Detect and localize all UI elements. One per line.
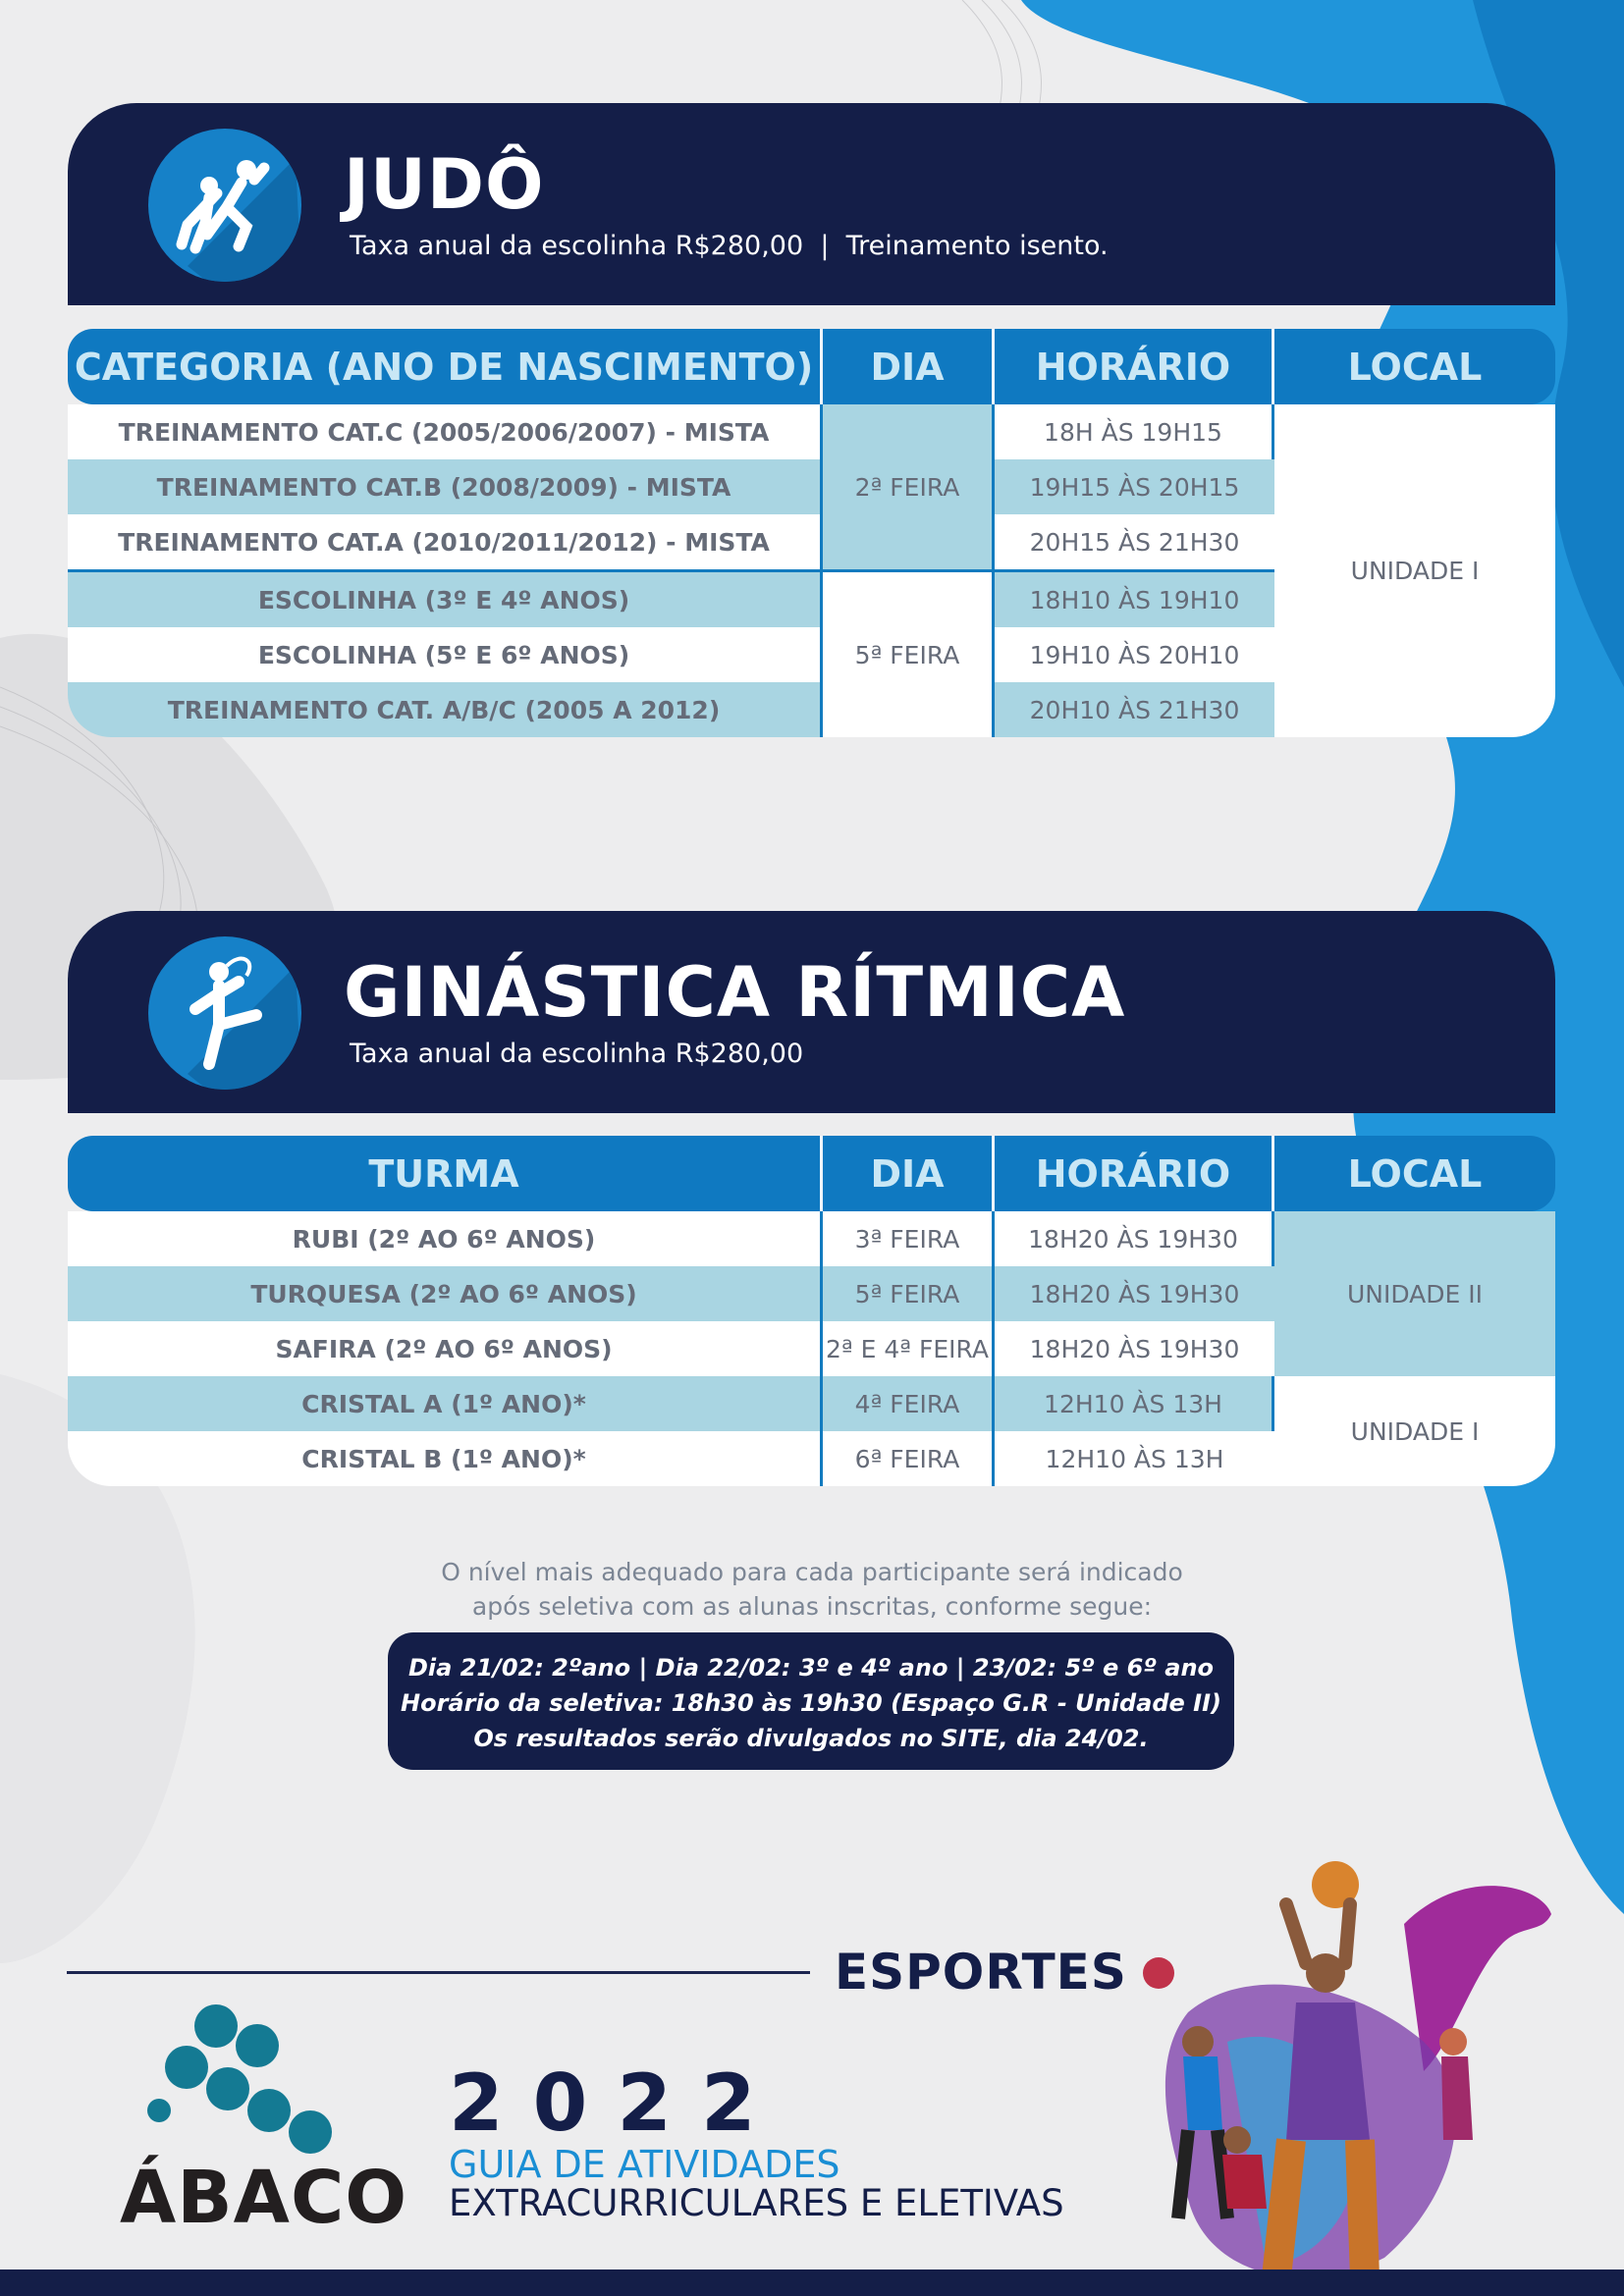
bottom-bar: [0, 2269, 1624, 2296]
time-cell: 19H10 ÀS 20H10: [995, 627, 1274, 682]
column-header: LOCAL: [1274, 1136, 1555, 1211]
abaco-logo-mark: [147, 2002, 353, 2160]
athletes-illustration: [1129, 1845, 1571, 2296]
column-header: TURMA: [68, 1136, 823, 1211]
time-cell: 18H20 ÀS 19H30: [995, 1211, 1274, 1266]
section-label: ESPORTES: [835, 1944, 1127, 2001]
table-row: [68, 1376, 1555, 1431]
column-header: DIA: [823, 329, 995, 404]
day-cell: 5ª FEIRA: [823, 569, 995, 737]
class-cell: SAFIRA (2º AO 6º ANOS): [68, 1321, 823, 1376]
time-cell: 19H15 ÀS 20H15: [995, 459, 1274, 514]
logo-wordmark: ÁBACO: [120, 2156, 408, 2240]
gymnastics-schedule-table: [68, 1136, 1555, 1486]
judo-icon: [148, 129, 301, 282]
time-cell: 20H10 ÀS 21H30: [995, 682, 1274, 737]
day-cell: 6ª FEIRA: [823, 1431, 995, 1486]
time-cell: 12H10 ÀS 13H: [995, 1431, 1274, 1486]
time-cell: 18H20 ÀS 19H30: [995, 1266, 1274, 1321]
year-label: 2022: [449, 2057, 785, 2149]
category-cell: TREINAMENTO CAT.C (2005/2006/2007) - MISTA: [68, 404, 823, 459]
day-cell: 3ª FEIRA: [823, 1211, 995, 1266]
table-header-row: [68, 1136, 1555, 1211]
day-cell: 2ª FEIRA: [823, 404, 995, 569]
footer-divider: [67, 1971, 810, 1974]
gymnastics-header: [68, 911, 1555, 1113]
time-cell: 12H10 ÀS 13H: [995, 1376, 1274, 1431]
time-cell: 18H ÀS 19H15: [995, 404, 1274, 459]
table-header-row: [68, 329, 1555, 404]
table-row: [68, 404, 1555, 459]
location-cell: UNIDADE I: [1274, 404, 1555, 737]
judo-header: [68, 103, 1555, 305]
time-cell: 18H10 ÀS 19H10: [995, 569, 1274, 627]
box-line: Dia 21/02: 2ºano | Dia 22/02: 3º e 4º ano | 23/02: 5º e 6º ano: [407, 1654, 1215, 1682]
category-cell: ESCOLINHA (5º E 6º ANOS): [68, 627, 823, 682]
gymnastics-subtitle: Taxa anual da escolinha R$280,00: [350, 1039, 804, 1069]
box-line: Horário da seletiva: 18h30 às 19h30 (Espaço G.R - Unidade II): [401, 1689, 1221, 1717]
selection-note: [265, 1555, 1359, 1624]
selection-info-box: [388, 1632, 1234, 1770]
category-cell: ESCOLINHA (3º E 4º ANOS): [68, 569, 823, 627]
judo-title: JUDÔ: [344, 144, 545, 225]
location-cell: UNIDADE II: [1274, 1211, 1555, 1376]
note-line: O nível mais adequado para cada participante será indicado: [441, 1558, 1183, 1586]
column-header: HORÁRIO: [995, 329, 1274, 404]
class-cell: RUBI (2º AO 6º ANOS): [68, 1211, 823, 1266]
day-cell: 5ª FEIRA: [823, 1266, 995, 1321]
column-header: DIA: [823, 1136, 995, 1211]
column-header: HORÁRIO: [995, 1136, 1274, 1211]
category-cell: TREINAMENTO CAT.B (2008/2009) - MISTA: [68, 459, 823, 514]
rhythmic-gymnastics-icon: [148, 936, 301, 1090]
time-cell: 20H15 ÀS 21H30: [995, 514, 1274, 569]
gymnastics-title: GINÁSTICA RÍTMICA: [344, 952, 1126, 1033]
category-cell: TREINAMENTO CAT.A (2010/2011/2012) - MISTA: [68, 514, 823, 569]
guide-title-line2: EXTRACURRICULARES E ELETIVAS: [449, 2182, 1064, 2224]
day-cell: 4ª FEIRA: [823, 1376, 995, 1431]
column-header: LOCAL: [1274, 329, 1555, 404]
judo-schedule-table: [68, 329, 1555, 737]
guide-title-line1: GUIA DE ATIVIDADES: [449, 2143, 840, 2186]
judo-subtitle: Taxa anual da escolinha R$280,00 | Treinamento isento.: [350, 231, 1109, 261]
class-cell: CRISTAL A (1º ANO)*: [68, 1376, 823, 1431]
category-cell: TREINAMENTO CAT. A/B/C (2005 A 2012): [68, 682, 823, 737]
day-cell: 2ª E 4ª FEIRA: [823, 1321, 995, 1376]
box-line: Os resultados serão divulgados no SITE, dia 24/02.: [473, 1725, 1149, 1752]
time-cell: 18H20 ÀS 19H30: [995, 1321, 1274, 1376]
class-cell: CRISTAL B (1º ANO)*: [68, 1431, 823, 1486]
class-cell: TURQUESA (2º AO 6º ANOS): [68, 1266, 823, 1321]
column-header: CATEGORIA (ANO DE NASCIMENTO): [68, 329, 823, 404]
table-row: [68, 1211, 1555, 1266]
location-cell: UNIDADE I: [1274, 1376, 1555, 1486]
note-line: após seletiva com as alunas inscritas, conforme segue:: [471, 1592, 1153, 1621]
